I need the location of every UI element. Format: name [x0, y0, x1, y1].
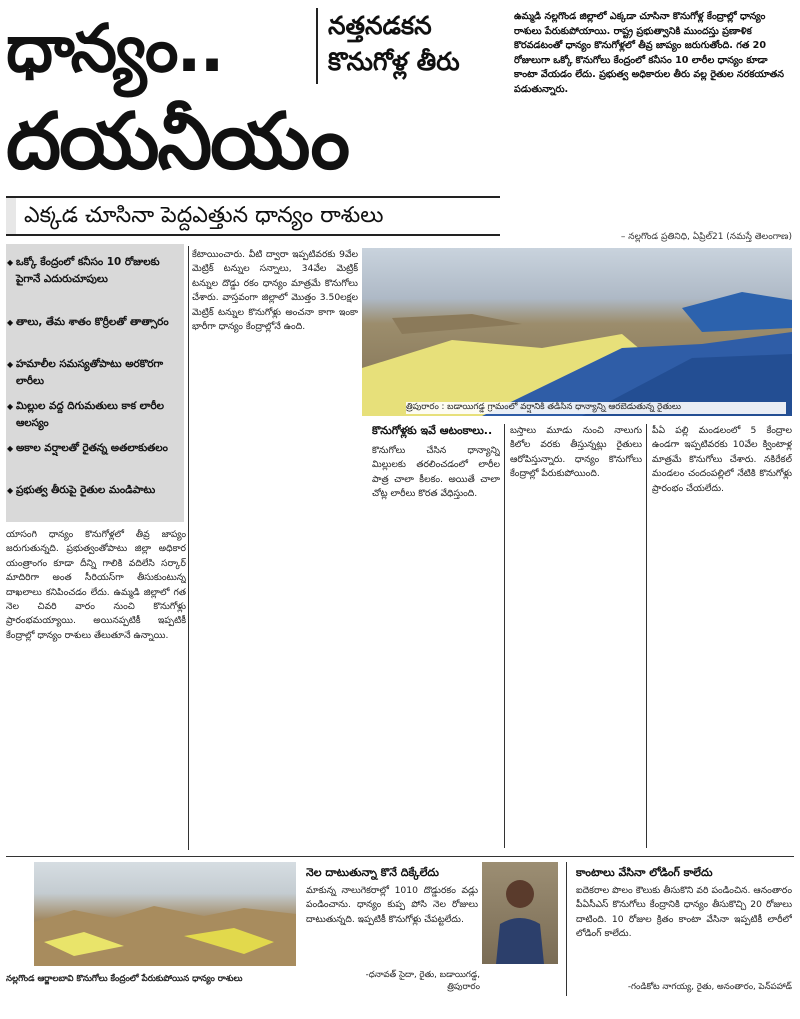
- headline-side-line2: కొనుగోళ్ల తీరు: [328, 47, 460, 76]
- body-column-obstacles-2: బస్తాలు మూడు నుంచి నాలుగు కిలోల వరకు తీస్తున్నట్లు రైతులు ఆరోపిస్తున్నారు. ధాన్యం కొనుగోలు కేంద్రాల్లో పేరుకుపోయింది.: [510, 425, 642, 480]
- body-column-right: పీఏ పల్లి మండలంలో 5 కేంద్రాల ఉండగా ఇప్పటివరకు 10వేల క్వింటాళ్ల మాత్రమే కొనుగోలు చేశారు. నకిరేకల్ మండలం చందంపల్లిలో నేటికి కొనుగోళ్లు ప్రారంభం చేయలేదు.: [652, 425, 792, 494]
- highlights-box: [6, 244, 184, 522]
- paddy-tarpaulin-photo: [362, 248, 792, 416]
- highlight-item: ◆ ప్రభుత్వ తీరుపై రైతుల మండిపాటు: [16, 482, 180, 499]
- highlight-item: ◆ తాలు, తేమ శాతం కొర్రీలతో తాత్సారం: [16, 314, 180, 331]
- body-column-mid: కేటాయించారు. వీటి ద్వారా ఇప్పటివరకు 9వేల మెట్రిక్ టన్నుల సన్నాలు, 34వేల మెట్రిక్ టన్నుల దొడ్డు రకం ధాన్యం మాత్రమే కొనుగోలు చేశారు. వాస్తవంగా జిల్లాలో మొత్తం 3.50లక్షల మెట్రిక్ టన్నుల కొనుగోళ్లు అంచనా కాగా ఇంకా భారీగా ధాన్యం కేంద్రాల్లోనే ఉంది.: [192, 249, 358, 333]
- headline-side-line1: నత్తనడకన: [328, 11, 432, 40]
- highlight-item: ◆ మిల్లుల వద్ద దిగుమతులు కాక లారీల ఆలస్యం: [16, 398, 180, 432]
- headline-side: [316, 8, 494, 84]
- highlight-item: ◆ హమాలీల సమస్యతోపాటు అరకొరగా లారీలు: [16, 356, 180, 390]
- photo2-caption: నల్లగొండ ఆర్జాలబావి కొనుగోలు కేంద్రంలో పేరుకుపోయిన ధాన్యం రాశులు: [6, 974, 243, 984]
- highlight-item: ◆ అకాల వర్షాలతో రైతన్న అతలాకుతలం: [16, 440, 180, 457]
- section2-body: మాకున్న నాలుగెకరాల్లో 1010 దొడ్డురకం వడ్లు పండించాను. ధాన్యం కుప్ప పోసి నెల రోజులు దాటుతున్నది. ఇప్పటికీ కొనుగోళ్లు చేపట్టలేదు.: [306, 885, 478, 925]
- column-rule: [504, 424, 505, 848]
- column-rule: [188, 246, 189, 850]
- column-rule: [646, 424, 647, 848]
- farmer-portrait-icon: [482, 862, 558, 964]
- farmer-portrait-1: [482, 862, 558, 964]
- bottom-rule: [6, 856, 794, 857]
- section3-body: ఐదెకరాల పొలం కౌలుకు తీసుకొని వరి పండించిన. ఆనంతారం పీఏసీఎస్ కొనుగోలు కేంద్రానికి ధాన్యం తీసుకొచ్చి 20 రోజులు దాటింది. 10 రోజుల క్రితం కాంటా వేసినా ఇప్పటికీ లారీలో లోడింగ్ కాలేదు.: [576, 885, 792, 940]
- body-column-left: యాసంగి ధాన్యం కొనుగోళ్లలో తీవ్ర జాప్యం జరుగుతున్నది. ప్రభుత్వంతోపాటు జిల్లా అధికార యంత్రాంగం కూడా దీన్ని గాలికి వదిలేసి సర్కార్ మాదిరిగా అంత సీరియస్‌గా తీసుకుంటున్న దాఖలాలు కనిపించడం లేదు. ఉమ్మడి జిల్లాలో గత నెల చివరి వారం నుంచి కొనుగోళ్లు ప్రారంభమయ్యాయి. అయినప్పటికీ ఇప్పటికీ కేంద్రాల్లో ధాన్యం రాశులు తేలుతూనే ఉన్నాయి.: [6, 529, 186, 641]
- headline-sub: [6, 196, 500, 236]
- dateline-credit: – నల్లగొండ ప్రతినిధి, ఏప్రిల్21 (నమస్తే తెలంగాణ): [620, 232, 792, 242]
- section3-credit: -గండికోట నాగయ్య, రైతు, అనంతారం, పెన్‌పహాడ్: [627, 982, 792, 992]
- section3-heading: కాంటాలు వేసినా లోడింగ్ కాలేదు: [576, 866, 713, 879]
- headline-main: దయనీయం: [6, 97, 348, 187]
- grain-heaps-illustration: [34, 862, 296, 966]
- headline-sub-text: ఎక్కడ చూసినా పెద్దఎత్తున ధాన్యం రాశులు: [24, 203, 384, 228]
- grain-heaps-photo: [34, 862, 296, 966]
- section2-credit: -ధనావత్ సైదా, రైతు, బడాయిగడ్డ, త్రిపురారం: [365, 970, 480, 992]
- tarpaulin-illustration: [362, 248, 792, 416]
- highlight-item: ◆ ఒక్కో కేంద్రంలో కనీసం 10 రోజులకు పైగానే ఎదురుచూపులు: [16, 254, 180, 288]
- section-heading-obstacles: కొనుగోళ్లకు ఇవే ఆటంకాలు..: [372, 424, 493, 437]
- body-column-obstacles: కొనుగోలు చేసిన ధాన్యాన్ని మిల్లులకు తరలించడంలో లారీల పాత్ర చాలా కీలకం. అయితే చాలా చోట్ల లారీలు కొరత వేధిస్తుంది.: [372, 445, 500, 500]
- section2-heading: నెల దాటుతున్నా కొనే దిక్కేలేదు: [306, 866, 439, 879]
- intro-paragraph: ఉమ్మడి నల్లగొండ జిల్లాలో ఎక్కడా చూసినా కొనుగోళ్ల కేంద్రాల్లో ధాన్యం రాశులు పేరుకుపోయాయి. రాష్ట్ర ప్రభుత్వానికి ముందస్తు ప్రణాళిక కొరవడటంతో ధాన్యం కొనుగోళ్లలో తీవ్ర జాప్యం జరుగుతోంది. గత 20 రోజులుగా ఒక్కో కొనుగోలు కేంద్రంలో కనీసం 10 లారీల ధాన్యం కూడా కాంటా వేయడం లేదు. ప్రభుత్వ అధికారుల తీరు వల్ల రైతుల నరకయాతన పడుతున్నారు.: [514, 11, 784, 95]
- headline-top: ధాన్యం..: [6, 10, 223, 87]
- column-rule: [566, 862, 567, 996]
- photo1-caption: త్రిపురారం : బడాయిగడ్డ గ్రామంలో వర్షానికి తడిసిన ధాన్యాన్ని ఆరబెడుతున్న రైతులు: [406, 402, 786, 414]
